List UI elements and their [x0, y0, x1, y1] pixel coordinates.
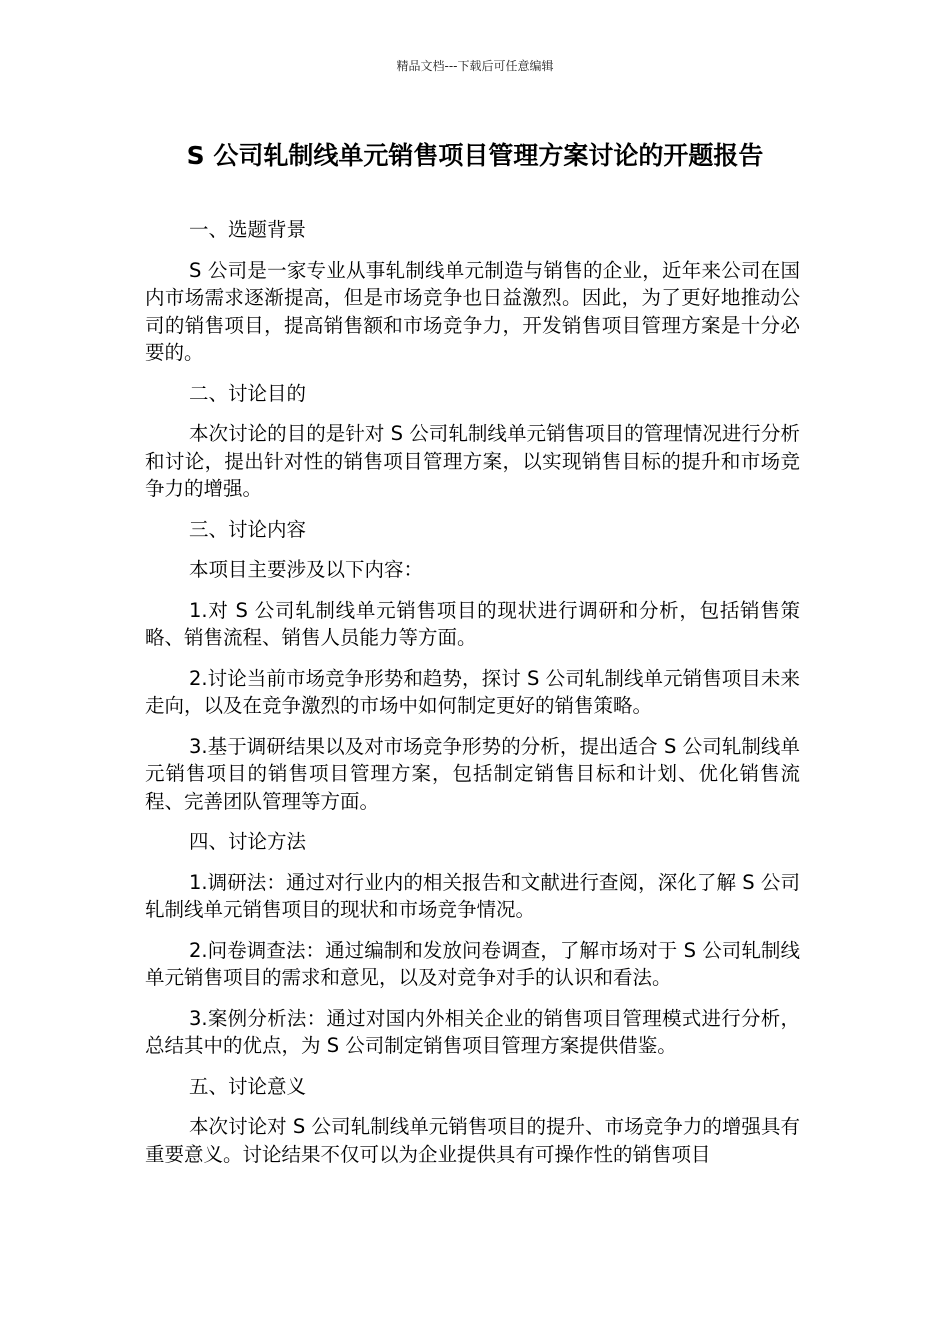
document-body — [145, 216, 800, 1181]
section-heading-content: 三、讨论内容 — [189, 517, 307, 541]
content-item-2: 2.讨论当前市场竞争形势和趋势，探讨 S 公司轧制线单元销售项目未来走向，以及在竞争激烈的市场中如何制定更好的销售策略。 — [145, 666, 800, 717]
section-heading-background: 一、选题背景 — [189, 218, 307, 241]
method-item-2: 2.问卷调查法：通过编制和发放问卷调查，了解市场对于 S 公司轧制线单元销售项目的需求和意见，以及对竞争对手的认识和看法。 — [145, 938, 800, 989]
paragraph-background: S 公司是一家专业从事轧制线单元制造与销售的企业，近年来公司在国内市场需求逐渐提高，但是市场竞争也日益激烈。因此，为了更好地推动公司的销售项目，提高销售额和市场竞争力，开发销售项目管理方案是十分必要的。 — [145, 258, 800, 364]
content-item-3: 3.基于调研结果以及对市场竞争形势的分析，提出适合 S 公司轧制线单元销售项目的销售项目管理方案，包括制定销售目标和计划、优化销售流程、完善团队管理等方面。 — [145, 734, 800, 813]
section-heading-purpose: 二、讨论目的 — [189, 381, 307, 405]
method-item-1: 1.调研法：通过对行业内的相关报告和文献进行查阅，深化了解 S 公司轧制线单元销售项目的现状和市场竞争情况。 — [145, 870, 800, 921]
header-note: 精品文档---下载后可任意编辑 — [396, 59, 554, 73]
content-item-1: 1.对 S 公司轧制线单元销售项目的现状进行调研和分析，包括销售策略、销售流程、销售人员能力等方面。 — [145, 598, 800, 649]
section-heading-methods: 四、讨论方法 — [189, 830, 307, 853]
paragraph-content-intro: 本项目主要涉及以下内容： — [189, 558, 424, 581]
paragraph-significance: 本次讨论对 S 公司轧制线单元销售项目的提升、市场竞争力的增强具有重要意义。讨论结果不仅可以为企业提供具有可操作性的销售项目 — [145, 1115, 800, 1166]
document-title: S 公司轧制线单元销售项目管理方案讨论的开题报告 — [186, 141, 764, 170]
method-item-3: 3.案例分析法：通过对国内外相关企业的销售项目管理模式进行分析，总结其中的优点，为 S 公司制定销售项目管理方案提供借鉴。 — [145, 1006, 800, 1057]
section-heading-significance: 五、讨论意义 — [189, 1074, 307, 1098]
paragraph-purpose: 本次讨论的目的是针对 S 公司轧制线单元销售项目的管理情况进行分析和讨论，提出针对性的销售项目管理方案，以实现销售目标的提升和市场竞争力的增强。 — [145, 422, 800, 500]
